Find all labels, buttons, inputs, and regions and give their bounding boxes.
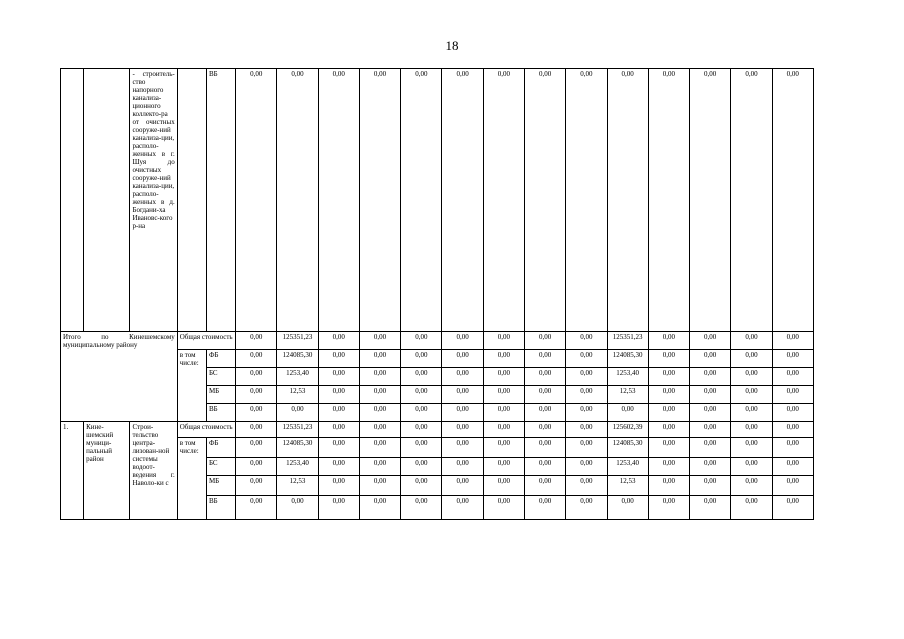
value-cell: 0,00 xyxy=(318,422,359,438)
row-description: - строитель-ство напорного канализа-ционного коллекто-ра от очистных сооруже-ний канализа-ции, располо-женных в г. Шуя до очистных сооруже-ний канализа-ции, располо-женных в д. Богдани-ха Ивановс-кого р-на xyxy=(130,69,177,332)
value-cell: 0,00 xyxy=(772,386,813,404)
value-cell: 0,00 xyxy=(648,69,689,332)
value-cell: 0,00 xyxy=(442,332,483,350)
value-cell: 0,00 xyxy=(359,438,400,458)
value-cell: 0,00 xyxy=(566,350,607,368)
value-cell: 1253,40 xyxy=(607,368,648,386)
value-cell: 0,00 xyxy=(401,350,442,368)
value-cell: 0,00 xyxy=(442,404,483,422)
value-cell: 0,00 xyxy=(772,368,813,386)
value-cell: 0,00 xyxy=(236,368,277,386)
source-label: ВБ xyxy=(206,404,235,422)
value-cell: 0,00 xyxy=(648,350,689,368)
value-cell: 0,00 xyxy=(772,476,813,496)
value-cell: 0,00 xyxy=(524,422,565,438)
item-number: 1. xyxy=(61,422,84,520)
value-cell: 0,00 xyxy=(277,496,318,520)
value-cell: 0,00 xyxy=(236,69,277,332)
value-cell: 0,00 xyxy=(772,69,813,332)
value-cell: 0,00 xyxy=(359,386,400,404)
table-row-continuation xyxy=(61,69,814,332)
value-cell: 0,00 xyxy=(442,386,483,404)
value-cell: 0,00 xyxy=(359,404,400,422)
including-label: в том числе: xyxy=(177,438,206,520)
value-cell: 0,00 xyxy=(236,422,277,438)
value-cell: 0,00 xyxy=(401,496,442,520)
value-cell: 125351,23 xyxy=(277,422,318,438)
value-cell: 0,00 xyxy=(442,69,483,332)
value-cell: 0,00 xyxy=(690,69,731,332)
value-cell: 0,00 xyxy=(731,458,772,476)
value-cell: 0,00 xyxy=(524,386,565,404)
table-row-item-total xyxy=(61,422,814,438)
value-cell: 0,00 xyxy=(236,476,277,496)
value-cell: 0,00 xyxy=(648,496,689,520)
value-cell: 0,00 xyxy=(566,386,607,404)
value-cell: 0,00 xyxy=(318,386,359,404)
value-cell: 12,53 xyxy=(277,386,318,404)
value-cell: 124085,30 xyxy=(607,350,648,368)
value-cell: 0,00 xyxy=(401,368,442,386)
source-label: ФБ xyxy=(206,350,235,368)
value-cell: 0,00 xyxy=(236,438,277,458)
value-cell: 0,00 xyxy=(277,69,318,332)
value-cell: 0,00 xyxy=(401,476,442,496)
cell-empty xyxy=(61,69,84,332)
value-cell: 0,00 xyxy=(318,476,359,496)
value-cell: 0,00 xyxy=(236,350,277,368)
value-cell: 0,00 xyxy=(690,350,731,368)
value-cell: 0,00 xyxy=(690,422,731,438)
value-cell: 0,00 xyxy=(690,496,731,520)
value-cell: 0,00 xyxy=(359,332,400,350)
value-cell: 0,00 xyxy=(359,458,400,476)
value-cell: 0,00 xyxy=(318,350,359,368)
source-label: БС xyxy=(206,368,235,386)
value-cell: 0,00 xyxy=(442,476,483,496)
value-cell: 0,00 xyxy=(690,368,731,386)
value-cell: 0,00 xyxy=(648,368,689,386)
value-cell: 0,00 xyxy=(318,332,359,350)
value-cell: 0,00 xyxy=(483,69,524,332)
budget-table xyxy=(60,68,814,520)
item-description: Строи-тельство центра-лизован-ной системы водоот-ведения г. Наволо-ки с xyxy=(130,422,177,520)
value-cell: 0,00 xyxy=(690,458,731,476)
value-cell: 0,00 xyxy=(731,476,772,496)
value-cell: 0,00 xyxy=(359,368,400,386)
value-cell: 0,00 xyxy=(483,332,524,350)
value-cell: 0,00 xyxy=(359,476,400,496)
value-cell: 0,00 xyxy=(236,386,277,404)
value-cell: 0,00 xyxy=(524,332,565,350)
source-label: ФБ xyxy=(206,438,235,458)
value-cell: 0,00 xyxy=(401,422,442,438)
value-cell: 0,00 xyxy=(401,438,442,458)
value-cell: 0,00 xyxy=(566,69,607,332)
cell-empty xyxy=(177,69,206,332)
value-cell: 0,00 xyxy=(236,332,277,350)
value-cell: 124085,30 xyxy=(607,438,648,458)
source-label: ВБ xyxy=(206,69,235,332)
value-cell: 0,00 xyxy=(772,332,813,350)
value-cell: 0,00 xyxy=(772,404,813,422)
value-cell: 0,00 xyxy=(318,496,359,520)
item-district: Кине-шемский муници-пальный район xyxy=(84,422,130,520)
value-cell: 0,00 xyxy=(772,422,813,438)
value-cell: 0,00 xyxy=(442,438,483,458)
value-cell: 0,00 xyxy=(524,350,565,368)
value-cell: 0,00 xyxy=(524,438,565,458)
value-cell: 0,00 xyxy=(690,404,731,422)
value-cell: 0,00 xyxy=(566,404,607,422)
value-cell: 0,00 xyxy=(731,332,772,350)
value-cell: 0,00 xyxy=(483,350,524,368)
value-cell: 0,00 xyxy=(524,458,565,476)
value-cell: 0,00 xyxy=(731,368,772,386)
value-cell: 0,00 xyxy=(359,496,400,520)
value-cell: 0,00 xyxy=(524,476,565,496)
value-cell: 0,00 xyxy=(772,438,813,458)
value-cell: 0,00 xyxy=(607,404,648,422)
value-cell: 0,00 xyxy=(690,332,731,350)
value-cell: 0,00 xyxy=(483,458,524,476)
cell-empty xyxy=(84,69,130,332)
value-cell: 0,00 xyxy=(401,458,442,476)
value-cell: 12,53 xyxy=(607,386,648,404)
value-cell: 0,00 xyxy=(566,438,607,458)
value-cell: 0,00 xyxy=(401,69,442,332)
value-cell: 0,00 xyxy=(359,422,400,438)
source-label: БС xyxy=(206,458,235,476)
value-cell: 0,00 xyxy=(607,496,648,520)
value-cell: 0,00 xyxy=(483,438,524,458)
value-cell: 125602,39 xyxy=(607,422,648,438)
value-cell: 0,00 xyxy=(277,404,318,422)
source-label: ВБ xyxy=(206,496,235,520)
value-cell: 0,00 xyxy=(690,386,731,404)
value-cell: 0,00 xyxy=(483,496,524,520)
value-cell: 0,00 xyxy=(731,404,772,422)
value-cell: 0,00 xyxy=(772,458,813,476)
value-cell: 1253,40 xyxy=(277,458,318,476)
value-cell: 0,00 xyxy=(236,496,277,520)
value-cell: 0,00 xyxy=(483,404,524,422)
value-cell: 0,00 xyxy=(648,386,689,404)
value-cell: 0,00 xyxy=(442,350,483,368)
value-cell: 12,53 xyxy=(607,476,648,496)
value-cell: 0,00 xyxy=(731,422,772,438)
total-cost-label: Общая стоимость xyxy=(177,422,235,438)
source-label: МБ xyxy=(206,386,235,404)
value-cell: 0,00 xyxy=(566,458,607,476)
value-cell: 0,00 xyxy=(401,386,442,404)
value-cell: 0,00 xyxy=(731,386,772,404)
value-cell: 0,00 xyxy=(690,476,731,496)
value-cell: 0,00 xyxy=(483,386,524,404)
value-cell: 124085,30 xyxy=(277,350,318,368)
value-cell: 125351,23 xyxy=(277,332,318,350)
total-title: Итого по Кинешемскому муниципальному району xyxy=(61,332,178,422)
value-cell: 0,00 xyxy=(318,368,359,386)
value-cell: 1253,40 xyxy=(607,458,648,476)
value-cell: 0,00 xyxy=(524,69,565,332)
value-cell: 0,00 xyxy=(401,404,442,422)
value-cell: 0,00 xyxy=(731,69,772,332)
value-cell: 0,00 xyxy=(566,332,607,350)
value-cell: 0,00 xyxy=(318,69,359,332)
value-cell: 0,00 xyxy=(566,422,607,438)
value-cell: 0,00 xyxy=(772,350,813,368)
value-cell: 0,00 xyxy=(731,438,772,458)
value-cell: 0,00 xyxy=(442,496,483,520)
value-cell: 0,00 xyxy=(236,404,277,422)
value-cell: 12,53 xyxy=(277,476,318,496)
value-cell: 0,00 xyxy=(690,438,731,458)
value-cell: 0,00 xyxy=(483,422,524,438)
value-cell: 0,00 xyxy=(236,458,277,476)
value-cell: 0,00 xyxy=(648,332,689,350)
value-cell: 0,00 xyxy=(648,458,689,476)
value-cell: 0,00 xyxy=(524,368,565,386)
page-number: 18 xyxy=(445,38,459,53)
value-cell: 0,00 xyxy=(524,496,565,520)
total-cost-label: Общая стоимость xyxy=(177,332,235,350)
value-cell: 0,00 xyxy=(401,332,442,350)
value-cell: 0,00 xyxy=(442,422,483,438)
value-cell: 0,00 xyxy=(648,422,689,438)
value-cell: 0,00 xyxy=(731,350,772,368)
value-cell: 0,00 xyxy=(318,404,359,422)
value-cell: 0,00 xyxy=(648,404,689,422)
value-cell: 0,00 xyxy=(442,458,483,476)
value-cell: 0,00 xyxy=(318,458,359,476)
value-cell: 0,00 xyxy=(442,368,483,386)
source-label: МБ xyxy=(206,476,235,496)
value-cell: 1253,40 xyxy=(277,368,318,386)
value-cell: 125351,23 xyxy=(607,332,648,350)
value-cell: 0,00 xyxy=(524,404,565,422)
including-label: в том числе: xyxy=(177,350,206,422)
value-cell: 0,00 xyxy=(359,350,400,368)
value-cell: 0,00 xyxy=(359,69,400,332)
value-cell: 0,00 xyxy=(483,476,524,496)
value-cell: 0,00 xyxy=(566,476,607,496)
value-cell: 0,00 xyxy=(648,476,689,496)
value-cell: 0,00 xyxy=(483,368,524,386)
table-row-total xyxy=(61,332,814,350)
value-cell: 0,00 xyxy=(566,496,607,520)
value-cell: 0,00 xyxy=(566,368,607,386)
value-cell: 0,00 xyxy=(607,69,648,332)
value-cell: 0,00 xyxy=(731,496,772,520)
value-cell: 124085,30 xyxy=(277,438,318,458)
value-cell: 0,00 xyxy=(772,496,813,520)
value-cell: 0,00 xyxy=(318,438,359,458)
value-cell: 0,00 xyxy=(648,438,689,458)
